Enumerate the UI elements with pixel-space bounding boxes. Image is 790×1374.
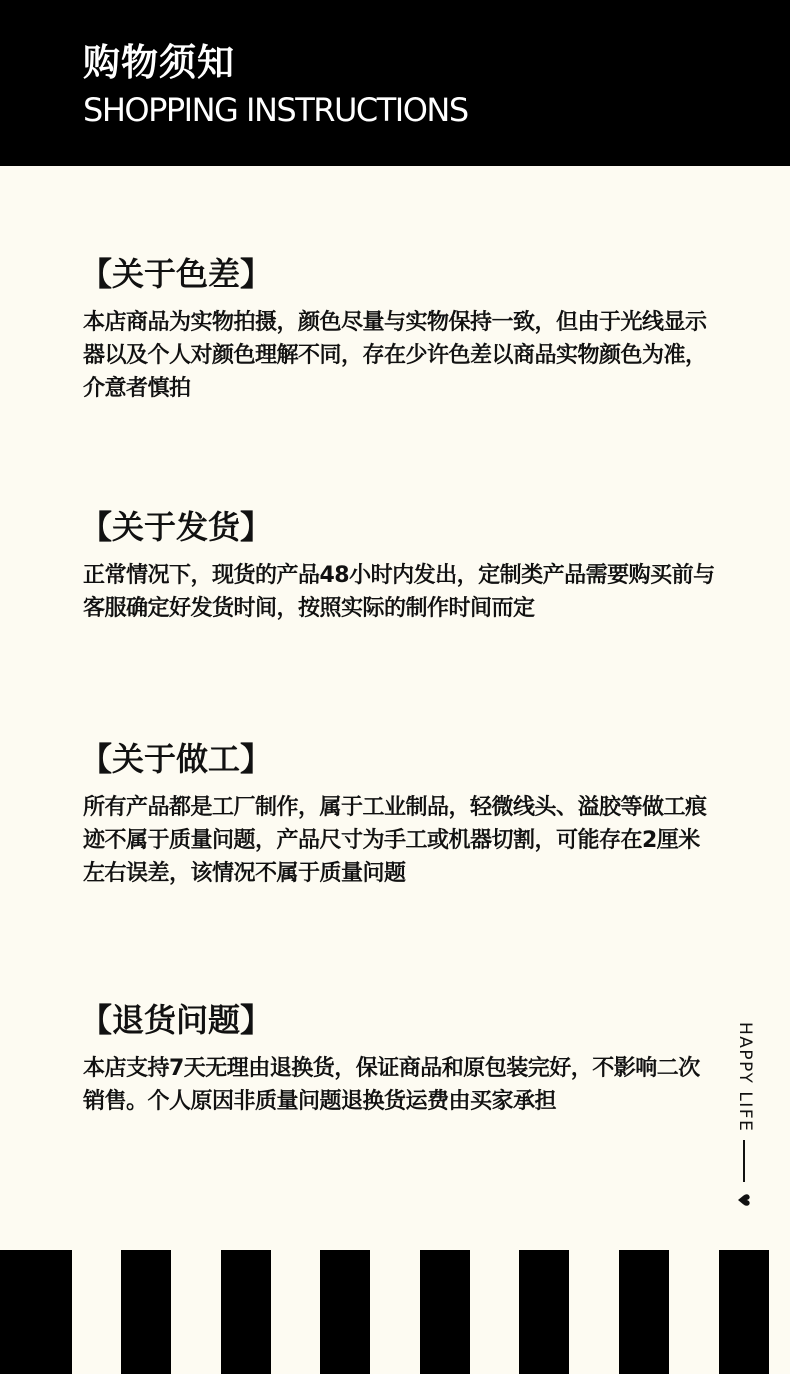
section-heading: 【关于做工】: [80, 740, 273, 778]
section-returns: [80, 1000, 720, 1118]
page-subtitle: SHOPPING INSTRUCTIONS: [83, 91, 468, 129]
section-heading: 【退货问题】: [80, 1001, 273, 1039]
side-divider: [743, 1140, 745, 1182]
section-body: 所有产品都是工厂制作，属于工业制品，轻微线头、溢胶等做工痕迹不属于质量问题，产品尺寸为手工或机器切割，可能存在2厘米左右误差，该情况不属于质量问题: [83, 795, 707, 886]
stripe: [0, 1250, 22, 1374]
section-shipping: [80, 507, 720, 625]
section-color-difference: [80, 254, 720, 405]
section-heading: 【关于色差】: [80, 255, 273, 293]
page-title: 购物须知: [83, 41, 235, 84]
stripe: [420, 1250, 470, 1374]
section-body: 本店支持7天无理由退换货，保证商品和原包装完好，不影响二次销售。个人原因非质量问题退换货运费由买家承担: [83, 1056, 700, 1114]
stripe: [221, 1250, 271, 1374]
stripe: [619, 1250, 669, 1374]
section-workmanship: [80, 739, 720, 890]
stripe: [519, 1250, 569, 1374]
section-body: 正常情况下，现货的产品48小时内发出，定制类产品需要购买前与客服确定好发货时间，按照实际的制作时间而定: [83, 563, 715, 621]
stripe: [320, 1250, 370, 1374]
header-banner: [0, 0, 790, 166]
section-heading: 【关于发货】: [80, 508, 273, 546]
stripe-footer: [0, 1250, 790, 1374]
heart-icon: ♥: [734, 1192, 753, 1208]
section-body: 本店商品为实物拍摄，颜色尽量与实物保持一致，但由于光线显示器以及个人对颜色理解不同，存在少许色差以商品实物颜色为准，介意者慎拍: [83, 310, 707, 401]
stripe: [22, 1250, 72, 1374]
stripe: [121, 1250, 171, 1374]
stripe: [719, 1250, 769, 1374]
side-tagline: HAPPY LIFE: [735, 1022, 755, 1133]
